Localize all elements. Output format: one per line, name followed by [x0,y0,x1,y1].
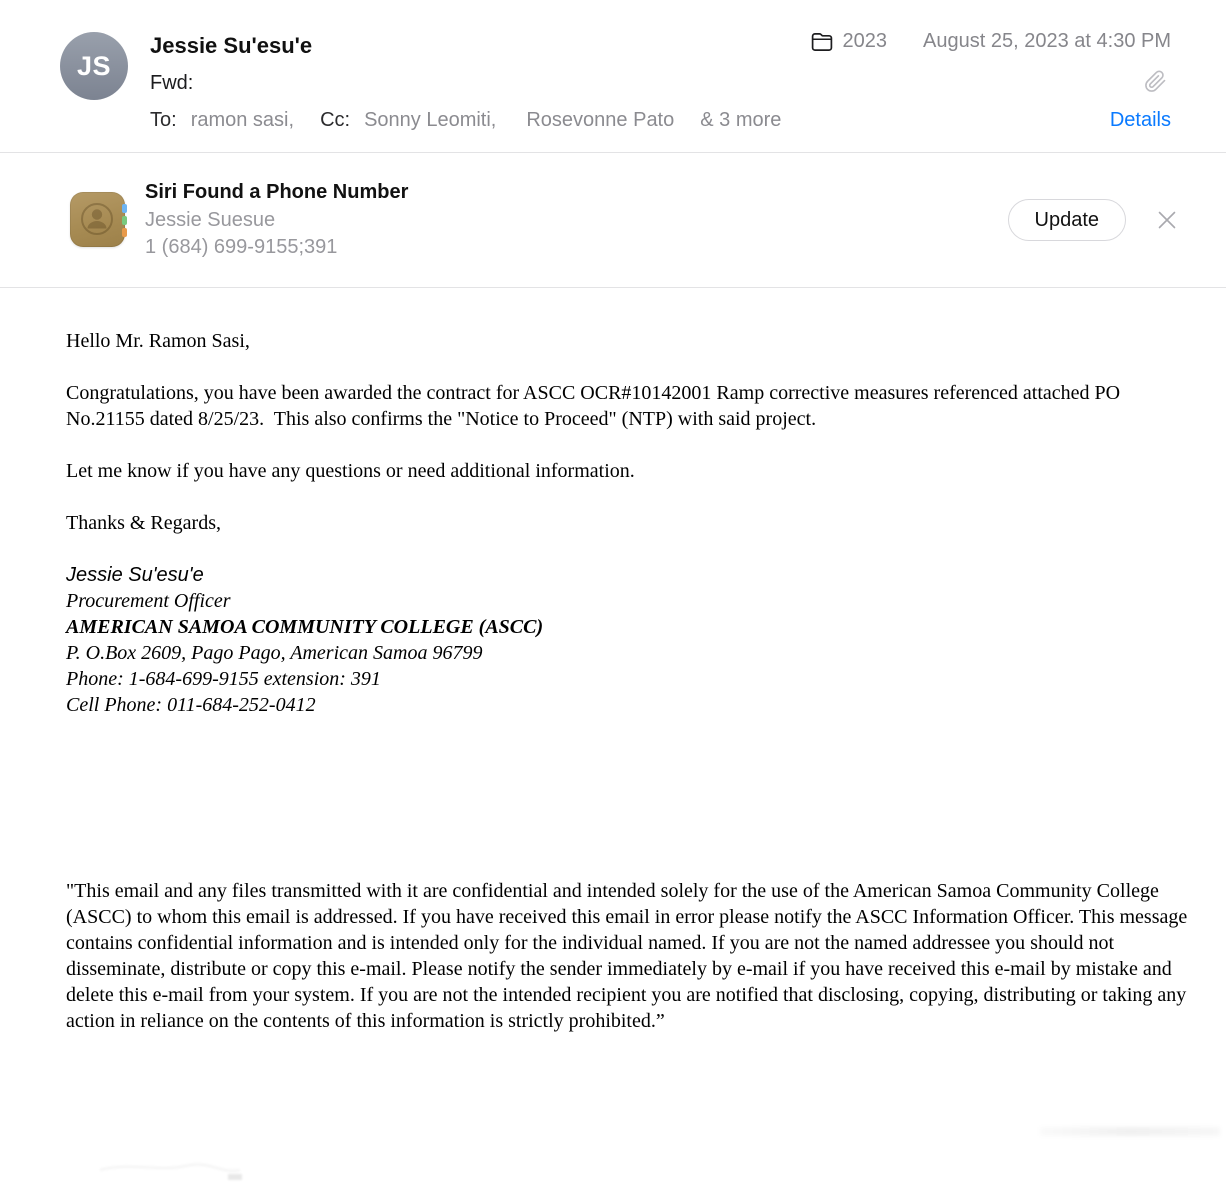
signature-cell-phone: Cell Phone: 011-684-252-0412 [66,693,316,716]
sender-name[interactable]: Jessie Su'esu'e [150,32,313,58]
cc-recipient-1[interactable]: Sonny Leomiti, [364,108,497,131]
contacts-icon-tabs [122,204,127,237]
siri-suggestion-banner [0,153,1226,287]
subject-line: Fwd: [150,72,194,94]
signature-block [66,562,1190,718]
recipients-line [150,109,781,132]
mailbox-name: 2023 [842,30,888,52]
details-link[interactable]: Details [1109,108,1171,131]
update-button[interactable]: Update [1008,199,1127,241]
signature-organization: AMERICAN SAMOA COMMUNITY COLLEGE (ASCC) [66,615,544,638]
greeting: Hello Mr. Ramon Sasi, [66,329,250,352]
signature-phone: Phone: 1-684-699-9155 extension: 391 [66,667,381,690]
to-recipient[interactable]: ramon sasi, [190,108,295,131]
signature-address: P. O.Box 2609, Pago Pago, American Samoa 96799 [66,641,483,664]
cc-recipient-2[interactable]: Rosevonne Pato [526,108,675,131]
questions-paragraph: Let me know if you have any questions or need additional information. [66,459,635,482]
body-spacer [66,718,1190,878]
siri-phone-number: 1 (684) 699-9155;391 [145,235,338,258]
avatar [60,32,128,100]
closing-line: Thanks & Regards, [66,511,221,534]
confidentiality-disclaimer: "This email and any files transmitted with it are confidential and intended solely for the use of the American Samoa Community College (ASCC) to whom this email is addressed. If you have received this email in error please notify the ASCC Information Officer. This message contains confidential information and is intended only for the individual named. If you are not the named addressee you should not disseminate, distribute or copy this e-mail. Please notify the sender immediately by e-mail if you have received this e-mail by mistake and delete this e-mail from your system. If you are not the intended recipient you are notified that disclosing, copying, distributing or taking any action in reliance on the contents of this information is strictly prohibited.” [66,879,1188,1032]
contacts-app-icon [70,192,125,247]
message-header [0,0,1226,152]
message-body [0,288,1226,1034]
award-paragraph: Congratulations, you have been awarded the contract for ASCC OCR#10142001 Ramp corrective measures referenced attached PO No.21155 dated 8/25/23. This also confirms the "Notice to Proceed" (NTP) with said project. [66,381,1126,430]
faint-signature-artifact [90,1156,310,1182]
close-x-icon[interactable] [1154,207,1180,233]
avatar-initials: JS [76,50,112,81]
mailbox-chip[interactable] [810,30,888,53]
signature-name: Jessie Su'esu'e [66,563,204,586]
signature-job-title: Procurement Officer [66,589,231,612]
faint-text-artifact [1040,1127,1220,1136]
folder-icon [810,31,834,53]
message-date: August 25, 2023 at 4:30 PM [923,30,1171,52]
siri-contact-name: Jessie Suesue [145,208,276,231]
to-label: To: [150,108,177,131]
more-recipients[interactable]: & 3 more [700,108,782,131]
cc-label: Cc: [320,108,351,131]
attachment-paperclip-icon[interactable] [1144,70,1167,98]
siri-banner-title: Siri Found a Phone Number [145,180,409,203]
